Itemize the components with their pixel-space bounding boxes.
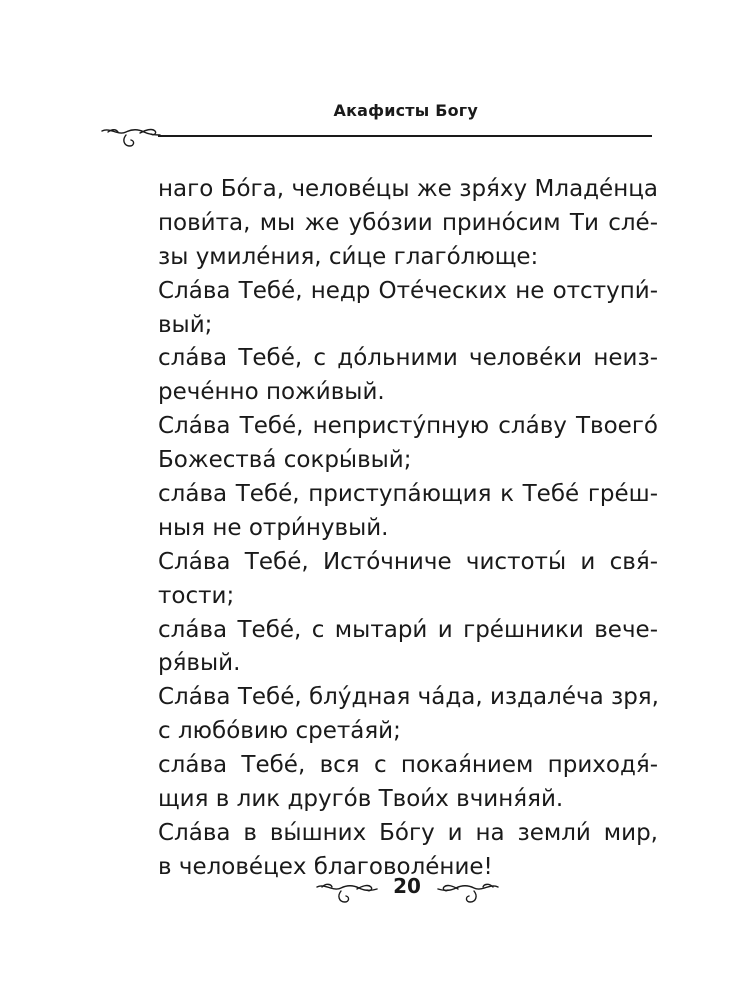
- text-line: наго Бо́га, челове́цы же зря́ху Младе́нца: [158, 176, 658, 202]
- text-line: вый;: [158, 311, 213, 338]
- text-line: рече́нно пожи́вый.: [158, 379, 385, 406]
- text-line: сла́ва Тебе́, приступа́ющия к Тебе́ гре́ш-: [158, 481, 658, 508]
- text-line: Сла́ва Тебе́, Исто́чниче чистоты́ и свя́-: [158, 548, 658, 575]
- scroll-flourish-icon: [100, 120, 162, 150]
- body-text: [158, 173, 658, 885]
- text-line: сла́ва Тебе́, вся с покая́нием приходя́-: [158, 752, 658, 779]
- header-rule: [158, 135, 652, 137]
- text-line: ря́вый.: [158, 650, 241, 677]
- text-line: Сла́ва Тебе́, непристу́пную сла́ву Твоего́: [158, 413, 658, 440]
- scroll-flourish-icon: [313, 875, 379, 905]
- text-line: с любо́вию срета́яй;: [158, 718, 401, 745]
- page-number: 20: [393, 874, 421, 898]
- text-line: ныя не отри́нувый.: [158, 514, 389, 541]
- text-line: Сла́ва в вы́шних Бо́гу и на земли́ мир,: [158, 819, 658, 846]
- text-line: зы умиле́ния, си́це глаго́люще:: [158, 243, 539, 270]
- text-line: сла́ва Тебе́, с мытари́ и гре́шники вече-: [158, 616, 658, 643]
- text-line: Сла́ва Тебе́, блу́дная ча́да, издале́ча зря,: [158, 684, 659, 711]
- text-line: тости;: [158, 582, 235, 609]
- text-line: сла́ва Тебе́, с до́льними челове́ки неиз-: [158, 345, 658, 372]
- running-header-title: Акафисты Богу: [333, 101, 478, 120]
- text-line: пови́та, мы же убо́зии прино́сим Ти сле́-: [158, 209, 658, 236]
- text-line: Божества́ сокры́вый;: [158, 447, 412, 474]
- page-footer: [0, 871, 751, 911]
- text-line: щия в лик друго́в Твои́х вчиня́яй.: [158, 786, 564, 813]
- scroll-flourish-icon: [436, 875, 502, 905]
- text-line: в челове́цех благоволе́ние!: [158, 853, 493, 880]
- text-line: Сла́ва Тебе́, недр Оте́ческих не отступи́-: [158, 277, 658, 304]
